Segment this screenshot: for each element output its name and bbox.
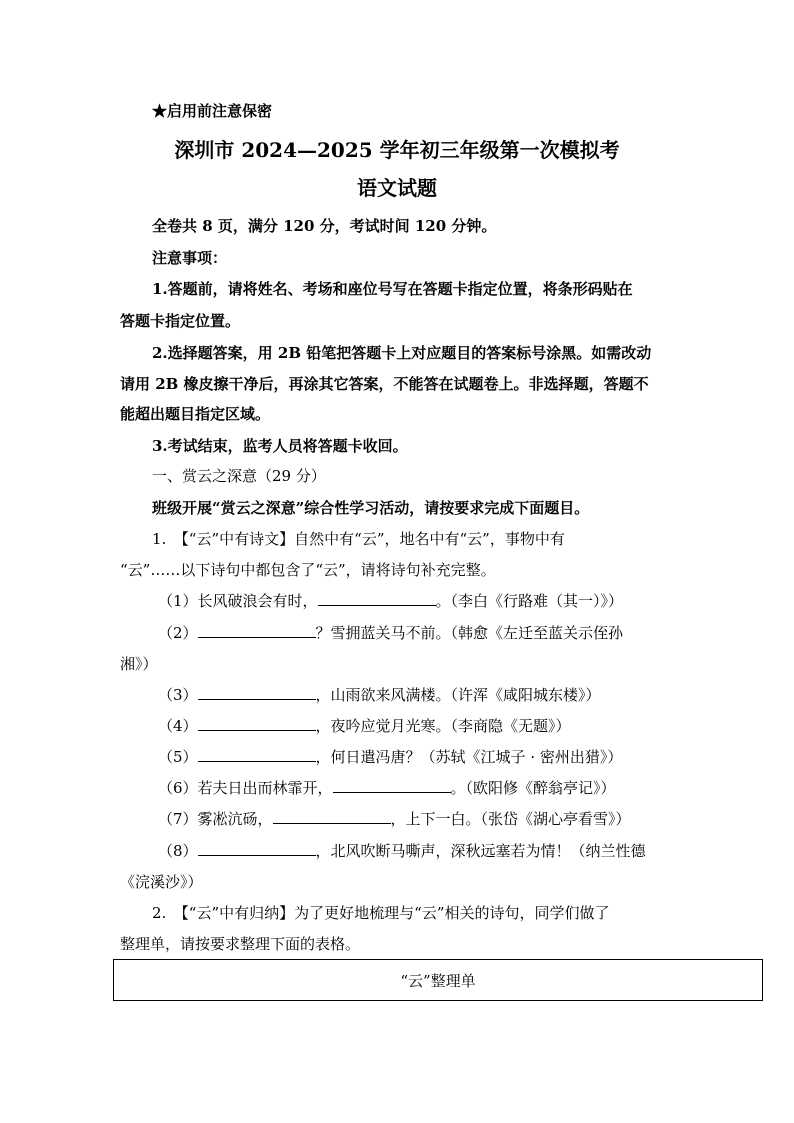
table-title: “云”整理单	[400, 972, 476, 990]
question-2: 2. 【“云”中有归纳】为了更好地梳理与“云”相关的诗句，同学们做了	[152, 904, 610, 922]
question-1-cont: “云”……以下诗句中都包含了“云”，请将诗句补充完整。	[120, 561, 496, 579]
notice-title: 注意事项：	[152, 249, 228, 267]
exam-summary: 全卷共 8 页，满分 120 分，考试时间 120 分钟。	[152, 217, 497, 235]
section-heading: 一、赏云之深意（29 分）	[152, 467, 326, 485]
note-1-cont: 答题卡指定位置。	[120, 312, 241, 330]
subject-title: 语文试题	[357, 176, 437, 200]
fill-item-6: （6）若夫日出而林霏开， 。（欧阳修《醉翁亭记》）	[158, 779, 616, 797]
fill-item-7: （7）雾凇沆砀， ，上下一白。（张岱《湖心亭看雪》）	[158, 810, 631, 828]
fill-item-2-cont: 湘》）	[120, 655, 158, 673]
fill-item-1: （1）长风破浪会有时， 。（李白《行路难（其一）》）	[158, 592, 624, 610]
answer-blank[interactable]	[198, 841, 316, 856]
fill-item-3: （3） ，山雨欲来风满楼。（许浑《咸阳城东楼》）	[158, 686, 601, 704]
question-1: 1. 【“云”中有诗文】自然中有“云”，地名中有“云”，事物中有	[152, 530, 565, 548]
fill-item-2: （2） ？雪拥蓝关马不前。（韩愈《左迁至蓝关示侄孙	[158, 624, 624, 642]
exam-title: 深圳市 2024—2025 学年初三年级第一次模拟考	[174, 138, 620, 162]
note-2-cont2: 能超出题目指定区域。	[120, 405, 271, 423]
answer-blank[interactable]	[273, 809, 391, 824]
answer-blank[interactable]	[198, 747, 316, 762]
answer-blank[interactable]	[198, 623, 316, 638]
note-2: 2.选择题答案，用 2B 铅笔把答题卡上对应题目的答案标号涂黑。如需改动	[152, 344, 652, 362]
fill-item-4: （4） ，夜吟应觉月光寒。（李商隐《无题》）	[158, 717, 571, 735]
answer-blank[interactable]	[318, 591, 436, 606]
summary-table	[113, 959, 763, 1001]
answer-blank[interactable]	[198, 716, 316, 731]
section-instruction: 班级开展“赏云之深意”综合性学习活动，请按要求完成下面题目。	[152, 499, 590, 517]
note-1: 1.答题前，请将姓名、考场和座位号写在答题卡指定位置，将条形码贴在	[152, 280, 633, 298]
question-2-cont: 整理单，请按要求整理下面的表格。	[120, 935, 361, 953]
note-2-cont: 请用 2B 橡皮擦干净后，再涂其它答案，不能答在试题卷上。非选择题，答题不	[120, 375, 649, 393]
answer-blank[interactable]	[198, 685, 316, 700]
note-3: 3.考试结束，监考人员将答题卡收回。	[152, 437, 408, 455]
fill-item-8: （8） ，北风吹断马嘶声，深秋远塞若为情！（纳兰性德	[158, 842, 646, 860]
fill-item-5: （5） ，何日遣冯唐？（苏轼《江城子 · 密州出猎》）	[158, 748, 623, 766]
confidential-note: ★启用前注意保密	[152, 102, 273, 120]
answer-blank[interactable]	[333, 778, 451, 793]
fill-item-8-cont: 《浣溪沙》）	[120, 873, 203, 891]
